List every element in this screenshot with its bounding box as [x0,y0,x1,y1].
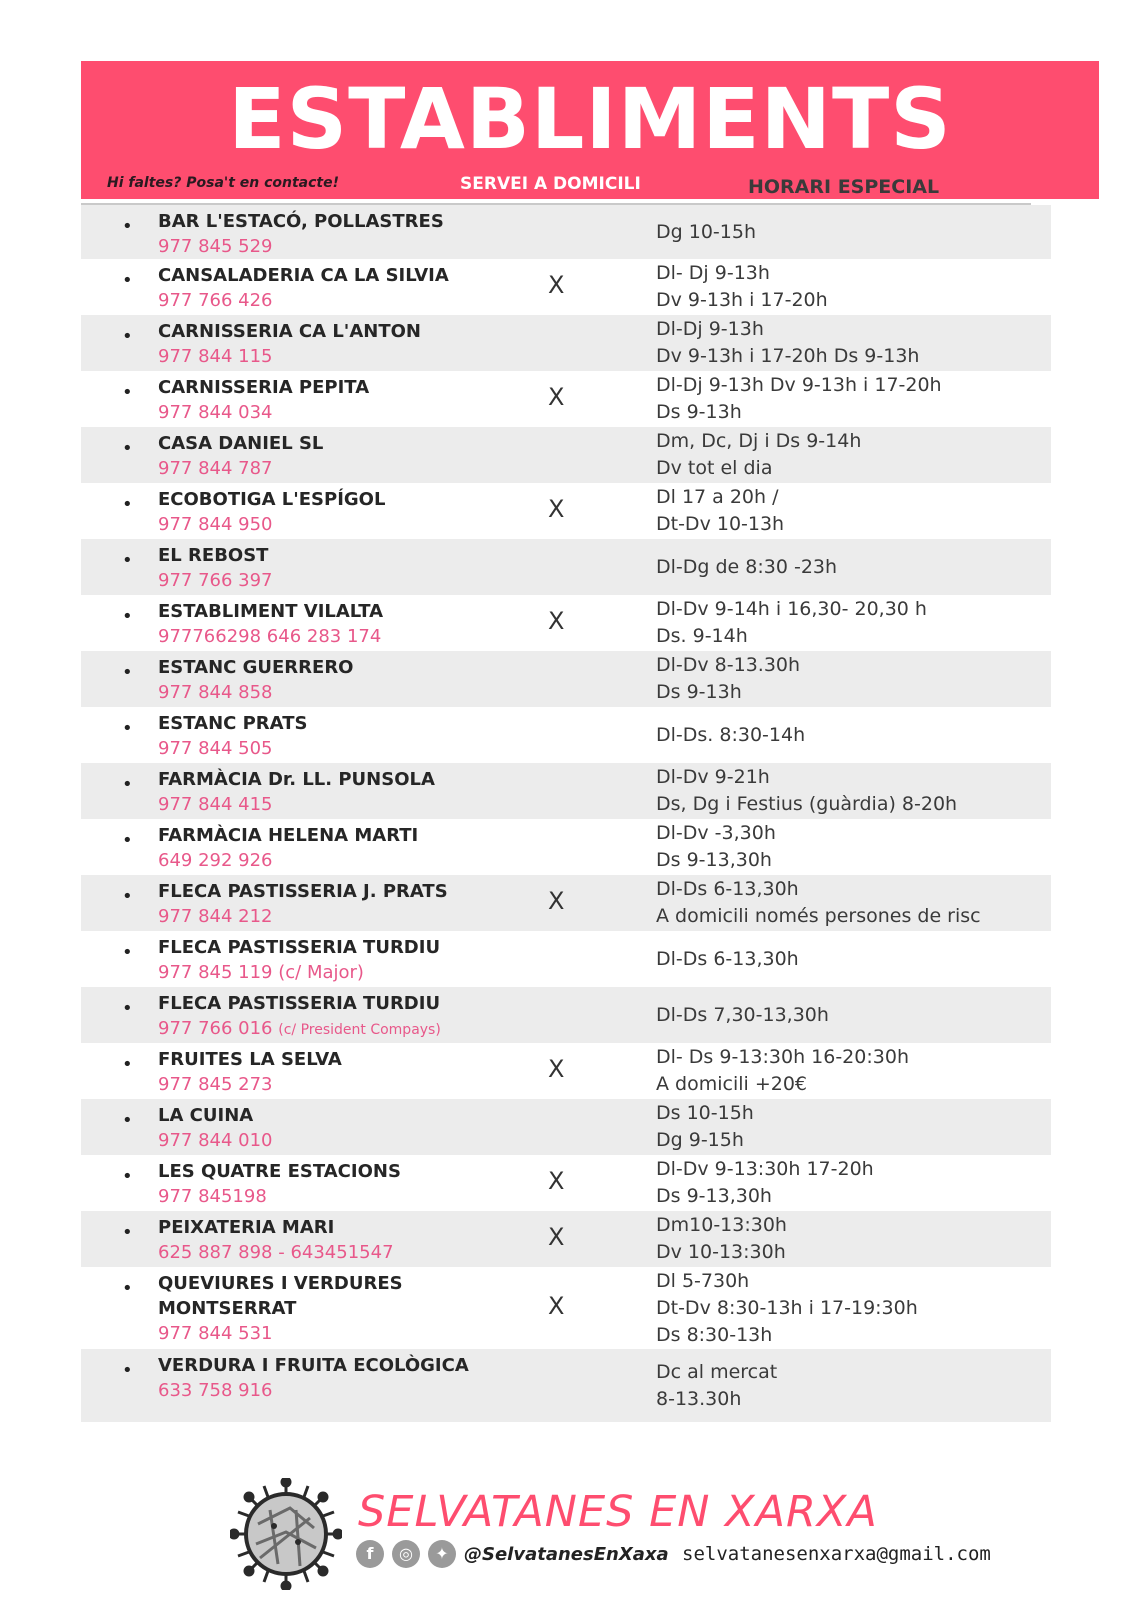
phone-number-text: 977 844 505 [158,738,273,759]
special-hours [656,946,799,973]
hours-line: Dl-Dg de 8:30 -23h [656,556,838,578]
phone-number-text: 977 844 415 [158,794,273,815]
hours-line: Dg 9-15h [656,1129,744,1151]
bullet-icon: • [122,886,133,907]
phone-number-text: 977 845 529 [158,236,273,257]
hours-line: Dm, Dc, Dj i Ds 9-14h [656,430,862,452]
establishment-name: VERDURA I FRUITA ECOLÒGICA [158,1355,469,1376]
delivery-mark: X [548,1292,565,1320]
phone-number[interactable] [158,344,273,369]
bullet-icon: • [122,382,133,403]
phone-number[interactable] [158,400,273,425]
list-item [81,1349,1051,1422]
special-hours [656,820,776,874]
hours-line: A domicili només persones de risc [656,905,981,927]
establishment-name: PEIXATERIA MARI [158,1217,335,1238]
phone-number[interactable] [158,960,364,985]
special-hours [656,260,828,314]
bullet-icon: • [122,1054,133,1075]
bullet-icon: • [122,494,133,515]
hours-line: Dl 5-730h [656,1270,750,1292]
column-header-hours: HORARI ESPECIAL [748,176,940,198]
phone-number[interactable] [158,904,273,929]
delivery-mark: X [548,607,565,635]
list-item [81,987,1051,1043]
instagram-icon[interactable]: ◎ [392,1540,420,1568]
phone-number-text: 633 758 916 [158,1380,273,1401]
establishment-name: LA CUINA [158,1105,254,1126]
special-hours [656,219,756,246]
column-header-delivery: SERVEI A DOMICILI [460,174,641,194]
phone-number-text: 977 844 950 [158,514,273,535]
list-item [81,1267,1051,1349]
phone-number-text: 977 844 787 [158,458,273,479]
phone-number-text: 625 887 898 - 643451547 [158,1242,394,1263]
delivery-mark: X [548,271,565,299]
phone-number-text: 977 766 397 [158,570,273,591]
contact-note: Hi faltes? Posa't en contacte! [107,175,339,191]
phone-number[interactable] [158,568,273,593]
establishment-list [81,205,1051,1422]
special-hours [656,764,957,818]
bullet-icon: • [122,1222,133,1243]
hours-line: Dl-Dv 9-21h [656,766,770,788]
phone-number[interactable] [158,1321,273,1346]
phone-number-text: 977 844 034 [158,402,273,423]
list-item [81,763,1051,819]
bullet-icon: • [122,998,133,1019]
establishment-name: ESTABLIMENT VILALTA [158,601,384,622]
bullet-icon: • [122,1360,133,1381]
establishment-name: FARMÀCIA HELENA MARTI [158,825,419,846]
hours-line: Dl-Dv 9-14h i 16,30- 20,30 h [656,598,927,620]
establishment-name: QUEVIURES I VERDURES MONTSERRAT [158,1273,403,1319]
hours-line: Ds 9-13,30h [656,849,772,871]
hours-line: Dl-Ds. 8:30-14h [656,724,806,746]
hours-line: Dl-Ds 6-13,30h [656,878,799,900]
list-item [81,427,1051,483]
phone-note: (c/ President Compays) [278,1022,441,1038]
phone-number[interactable] [158,680,273,705]
establishment-name: CARNISSERIA PEPITA [158,377,370,398]
phone-number[interactable] [158,624,381,649]
phone-number[interactable] [158,512,273,537]
phone-number[interactable] [158,234,273,259]
phone-number-text: 977766298 646 283 174 [158,626,382,647]
phone-number[interactable] [158,1128,273,1153]
hours-line: Dl-Ds 6-13,30h [656,948,799,970]
bullet-icon: • [122,942,133,963]
phone-number[interactable] [158,1072,273,1097]
hours-line: Dc al mercat [656,1361,778,1383]
hours-line: Dl-Dj 9-13h Dv 9-13h i 17-20h [656,374,942,396]
establishment-name: FARMÀCIA Dr. LL. PUNSOLA [158,769,435,790]
special-hours [656,1268,918,1349]
hours-line: Dg 10-15h [656,221,756,243]
phone-number[interactable] [158,456,273,481]
phone-number-text: 977 845198 [158,1186,267,1207]
hours-line: Ds 8:30-13h [656,1324,773,1346]
list-item [81,931,1051,987]
bullet-icon: • [122,1278,133,1299]
twitter-icon[interactable]: ✦ [428,1540,456,1568]
bullet-icon: • [122,216,133,237]
special-hours [656,1100,754,1154]
virus-map-logo-icon [230,1478,342,1590]
establishment-name: BAR L'ESTACÓ, POLLASTRES [158,211,444,232]
bullet-icon: • [122,438,133,459]
special-hours [656,1212,787,1266]
list-item [81,1155,1051,1211]
hours-line: Dl-Dj 9-13h [656,318,764,340]
establishment-name: FLECA PASTISSERIA TURDIU [158,993,441,1014]
hours-line: Dl-Ds 7,30-13,30h [656,1004,829,1026]
list-item [81,819,1051,875]
hours-line: Dm10-13:30h [656,1214,787,1236]
phone-number-text: 977 844 531 [158,1323,273,1344]
establishment-name: FRUITES LA SELVA [158,1049,342,1070]
special-hours [656,876,981,930]
special-hours [656,316,919,370]
delivery-mark: X [548,495,565,523]
contact-email[interactable]: selvatanesenxarxa@gmail.com [682,1543,991,1565]
establishment-name: FLECA PASTISSERIA TURDIU [158,937,441,958]
hours-line: Dl-Dv -3,30h [656,822,776,844]
hours-line: Dl-Dv 9-13:30h 17-20h [656,1158,874,1180]
list-item [81,1211,1051,1267]
hours-line: Dl-Dv 8-13.30h [656,654,801,676]
establishment-name: CARNISSERIA CA L'ANTON [158,321,421,342]
phone-number-text: 977 844 010 [158,1130,273,1151]
page-title: ESTABLIMENTS [228,70,952,168]
list-item [81,259,1051,315]
brand-name: SELVATANES EN XARXA [358,1487,878,1537]
phone-number-text: 977 844 858 [158,682,273,703]
special-hours [656,1002,829,1029]
list-item [81,1043,1051,1099]
special-hours [656,1044,909,1098]
hours-line: Ds. 9-14h [656,625,748,647]
hours-line: Dl 17 a 20h / [656,486,779,508]
special-hours [656,1359,777,1413]
bullet-icon: • [122,774,133,795]
hours-line: Ds 9-13h [656,401,742,423]
bullet-icon: • [122,830,133,851]
phone-number[interactable] [158,792,273,817]
special-hours [656,652,800,706]
list-item [81,205,1051,259]
delivery-mark: X [548,887,565,915]
hours-line: Dt-Dv 10-13h [656,513,785,535]
bullet-icon: • [122,606,133,627]
list-item [81,595,1051,651]
list-item [81,315,1051,371]
establishment-name: LES QUATRE ESTACIONS [158,1161,401,1182]
special-hours [656,722,805,749]
hours-line: Dv 9-13h i 17-20h Ds 9-13h [656,345,920,367]
phone-number[interactable] [158,1016,441,1043]
facebook-icon[interactable]: f [356,1540,384,1568]
social-handle[interactable]: @SelvatanesEnXaxa [464,1544,669,1565]
hours-line: Dt-Dv 8:30-13h i 17-19:30h [656,1297,918,1319]
establishment-name: ECOBOTIGA L'ESPÍGOL [158,489,386,510]
phone-number[interactable] [158,288,273,313]
phone-number-text: 977 844 115 [158,346,273,367]
list-item [81,483,1051,539]
bullet-icon: • [122,326,133,347]
list-item [81,707,1051,763]
phone-number-text: 649 292 926 [158,850,273,871]
delivery-mark: X [548,1223,565,1251]
bullet-icon: • [122,1110,133,1131]
hours-line: A domicili +20€ [656,1073,808,1095]
establishment-name: EL REBOST [158,545,269,566]
bullet-icon: • [122,1166,133,1187]
hours-line: Dv 9-13h i 17-20h [656,289,828,311]
establishment-name: ESTANC PRATS [158,713,308,734]
phone-number-text: 977 845 273 [158,1074,273,1095]
phone-number[interactable] [158,1184,267,1209]
phone-number-text: 977 845 119 (c/ Major) [158,962,364,983]
establishment-name: CANSALADERIA CA LA SILVIA [158,265,449,286]
special-hours [656,372,942,426]
phone-number-text: 977 766 016 [158,1018,273,1039]
delivery-mark: X [548,1167,565,1195]
establishment-name: ESTANC GUERRERO [158,657,354,678]
phone-number[interactable] [158,1240,394,1265]
establishment-name: CASA DANIEL SL [158,433,324,454]
delivery-mark: X [548,383,565,411]
special-hours [656,596,927,650]
hours-line: Dl- Dj 9-13h [656,262,770,284]
list-item [81,875,1051,931]
list-item [81,539,1051,595]
phone-number[interactable] [158,736,273,761]
title-banner [81,61,1099,199]
bullet-icon: • [122,718,133,739]
list-item [81,371,1051,427]
list-item [81,1099,1051,1155]
hours-line: Ds 9-13h [656,681,742,703]
special-hours [656,428,861,482]
phone-number-text: 977 766 426 [158,290,273,311]
special-hours [656,1156,874,1210]
phone-number[interactable] [158,1378,273,1403]
special-hours [656,554,837,581]
bullet-icon: • [122,270,133,291]
hours-line: Dv tot el dia [656,457,773,479]
hours-line: Dl- Ds 9-13:30h 16-20:30h [656,1046,909,1068]
hours-line: Ds 9-13,30h [656,1185,772,1207]
hours-line: Ds, Dg i Festius (guàrdia) 8-20h [656,793,958,815]
list-item [81,651,1051,707]
delivery-mark: X [548,1055,565,1083]
bullet-icon: • [122,550,133,571]
phone-number[interactable] [158,848,273,873]
establishment-name: FLECA PASTISSERIA J. PRATS [158,881,448,902]
hours-line: 8-13.30h [656,1388,742,1410]
hours-line: Ds 10-15h [656,1102,754,1124]
bullet-icon: • [122,662,133,683]
hours-line: Dv 10-13:30h [656,1241,786,1263]
special-hours [656,484,784,538]
phone-number-text: 977 844 212 [158,906,273,927]
